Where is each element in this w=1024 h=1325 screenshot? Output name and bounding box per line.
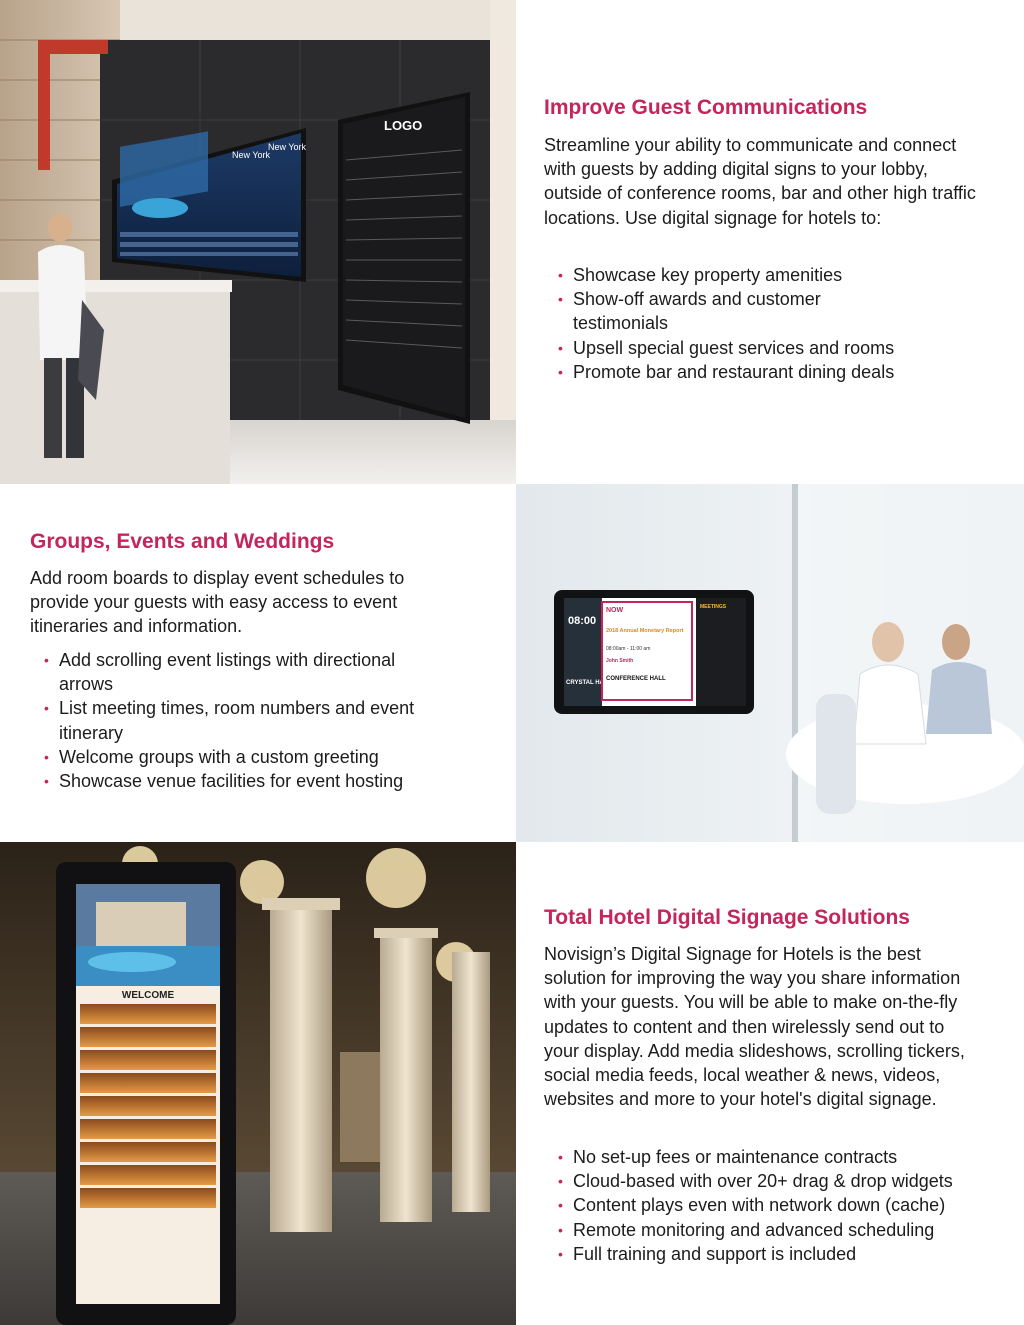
lobby-city-2: New York xyxy=(268,142,307,152)
list-item: • Upsell special guest services and rooms xyxy=(558,337,895,358)
list-item: • Content plays even with network down (cache) xyxy=(558,1195,946,1216)
tablet-meetings-label: MEETINGS xyxy=(700,604,727,610)
kiosk-welcome: WELCOME xyxy=(121,990,175,1001)
list-item: • Cloud-based with over 20+ drag & drop widgets xyxy=(558,1171,953,1192)
section-2-paragraph: Add room boards to display event schedules to provide your guests with easy access to event itineraries and information. xyxy=(30,568,405,637)
list-item: • No set-up fees or maintenance contracts xyxy=(558,1147,898,1167)
tablet-room-name: CRYSTAL HALL xyxy=(566,680,612,686)
section-2-bullet-list xyxy=(30,648,470,793)
lobby-signage-photo xyxy=(0,0,516,484)
tablet-room: CONFERENCE HALL xyxy=(606,676,666,682)
section-3-bullet-list xyxy=(544,1145,1014,1266)
tablet-event-time: 08:00am - 11:00 am xyxy=(606,646,651,652)
list-item: • Showcase venue facilities for event hosting xyxy=(44,771,404,792)
list-item: • Full training and support is included xyxy=(558,1243,857,1264)
tablet-time: 08:00 xyxy=(568,615,597,627)
list-item: • Show-off awards and customer testimonials xyxy=(558,289,821,334)
tablet-event-title: 2018 Annual Monetary Report xyxy=(606,628,684,634)
list-item: • Add scrolling event listings with directional arrows xyxy=(44,650,396,695)
tablet-now: NOW xyxy=(606,607,624,614)
ballroom-kiosk-photo xyxy=(0,842,516,1325)
list-item: • List meeting times, room numbers and event itinerary xyxy=(44,698,415,743)
list-item: • Promote bar and restaurant dining deals xyxy=(558,361,895,382)
tablet-presenter: John Smith xyxy=(606,658,634,664)
section-3-heading: Total Hotel Digital Signage Solutions xyxy=(544,906,910,929)
section-1-heading: Improve Guest Communications xyxy=(544,96,868,119)
section-2-heading: Groups, Events and Weddings xyxy=(30,530,335,553)
section-3-paragraph: Novisign’s Digital Signage for Hotels is the best solution for improving the way you share information with your guests. You will be able to make on-the-fly updates to content and then wirelessly send out to your display. Add media slideshows, scrolling tickers, social media feeds, local weather & news, videos, websites and more to your hotel's digital signage. xyxy=(544,944,965,1110)
section-1-paragraph: Streamline your ability to communicate and connect with guests by adding digital signs to your lobby, outside of conference rooms, bar and other high traffic locations. Use digital signage for hotels to: xyxy=(544,135,976,228)
list-item: • Welcome groups with a custom greeting xyxy=(44,746,379,767)
list-item: • Remote monitoring and advanced scheduling xyxy=(558,1219,935,1240)
list-item: • Showcase key property amenities xyxy=(558,265,843,285)
lobby-city-1: New York xyxy=(232,150,271,160)
meeting-room-signage-photo xyxy=(516,484,1024,842)
lobby-logo: LOGO xyxy=(384,118,423,133)
section-1-bullet-list xyxy=(544,263,984,384)
